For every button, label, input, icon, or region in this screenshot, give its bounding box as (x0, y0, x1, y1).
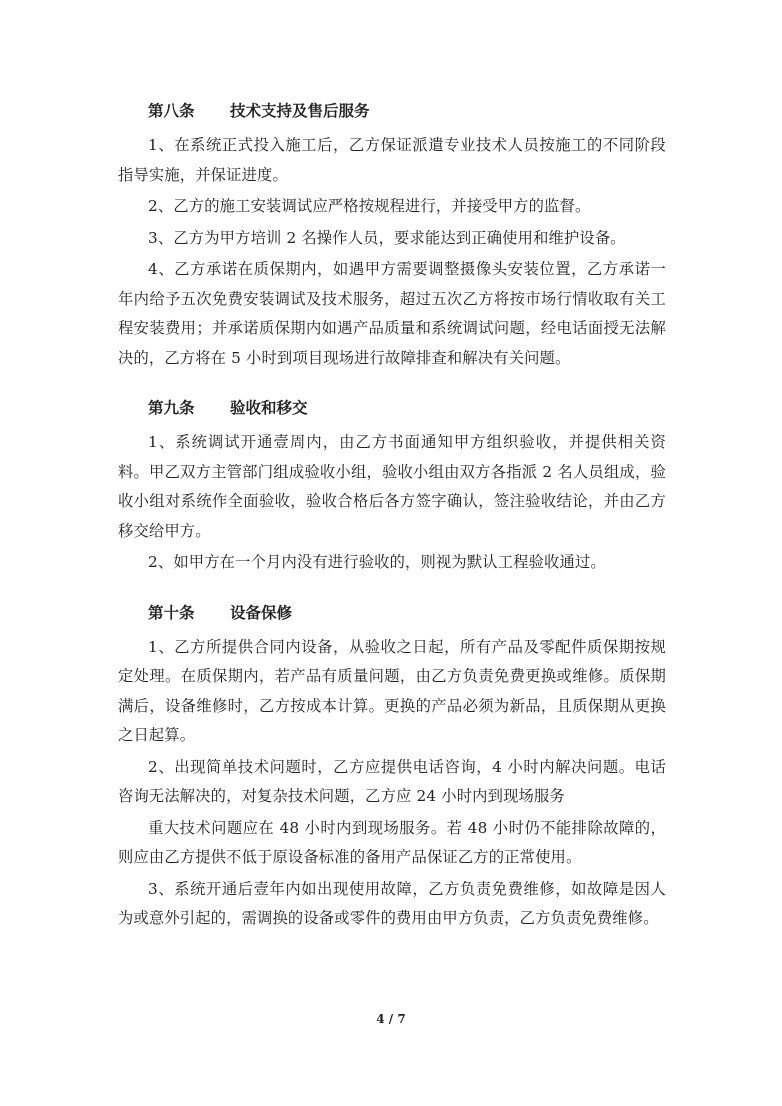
article-title: 验收和移交 (230, 399, 308, 417)
section-article-9 (118, 397, 666, 578)
section-heading (148, 100, 666, 122)
paragraph: 4、乙方承诺在质保期内，如遇甲方需要调整摄像头安装位置，乙方承诺一年内给予五次免费安装调试及技术服务，超过五次乙方将按市场行情收取有关工程安装费用；并承诺质保期内如遇产品质量和系统调试问题，经电话面授无法解决的，乙方将在 5 小时到项目现场进行故障排查和解决有关问题。 (118, 260, 666, 367)
article-number: 第八条 (148, 102, 195, 120)
article-title: 设备保修 (230, 603, 293, 622)
paragraph: 2、乙方的施工安装调试应严格按规程进行，并接受甲方的监督。 (148, 197, 591, 215)
page-number: 4 / 7 (376, 1012, 406, 1026)
article-title: 技术支持及售后服务 (230, 102, 370, 120)
paragraph: 1、乙方所提供合同内设备，从验收之日起，所有产品及零配件质保期按规定处理。在质保期内，若产品有质量问题，由乙方负责免费更换或维修。质保期满后，设备维修时，乙方按成本计算。更换的产品必须为新品，且质保期从更换之日起算。 (118, 637, 666, 744)
paragraph: 3、乙方为甲方培训 2 名操作人员，要求能达到正确使用和维护设备。 (148, 228, 626, 247)
section-heading (148, 397, 666, 419)
section-article-8 (118, 100, 666, 373)
paragraph: 2、出现简单技术问题时，乙方应提供电话咨询，4 小时内解决问题。电话咨询无法解决的，对复杂技术问题，乙方应 24 小时内到现场服务 (118, 757, 666, 805)
section-article-10 (118, 602, 666, 934)
paragraph: 3、系统开通后壹年内如出现使用故障，乙方负责免费维修，如故障是因人为或意外引起的，需调换的设备或零件的费用由甲方负责，乙方负责免费维修。 (118, 879, 666, 927)
paragraph: 1、在系统正式投入施工后，乙方保证派遣专业技术人员按施工的不同阶段指导实施，并保证进度。 (118, 136, 666, 184)
paragraph: 1、系统调试开通壹周内，由乙方书面通知甲方组织验收，并提供相关资料。甲乙双方主管部门组成验收小组，验收小组由双方各指派 2 名人员组成，验收小组对系统作全面验收，验收合格后各方签字确认，签注验收结论，并由乙方移交给甲方。 (118, 433, 666, 540)
section-heading (148, 602, 666, 624)
paragraph: 重大技术问题应在 48 小时内到现场服务。若 48 小时仍不能排除故障的，则应由乙方提供不低于原设备标准的备用产品保证乙方的正常使用。 (118, 818, 666, 866)
paragraph: 2、如甲方在一个月内没有进行验收的，则视为默认工程验收通过。 (148, 553, 606, 571)
article-number: 第九条 (148, 399, 195, 417)
article-number: 第十条 (148, 603, 195, 622)
document-body (118, 100, 666, 958)
